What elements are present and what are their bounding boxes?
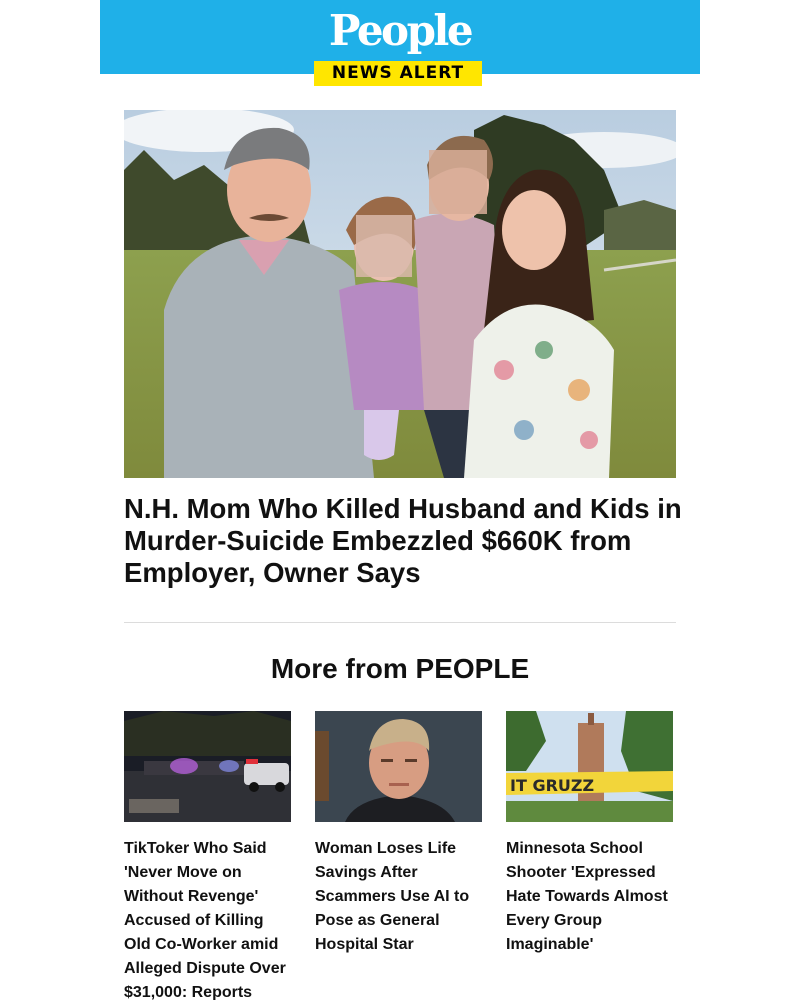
people-logo[interactable]: People [328, 6, 472, 55]
church-crime-tape-icon [506, 711, 673, 822]
section-divider [124, 622, 676, 623]
main-story-image[interactable] [124, 110, 676, 478]
card-title-2[interactable]: Woman Loses Life Savings After Scammers Use AI to Pose as General Hospital Star [315, 840, 470, 953]
news-alert-badge: NEWS ALERT [314, 61, 482, 86]
card-image-3[interactable] [506, 711, 673, 822]
card-title-1[interactable]: TikToker Who Said 'Never Move on Without Revenge' Accused of Killing Old Co-Worker amid Alleged Dispute Over $31,000: Reports [124, 840, 286, 1000]
man-portrait-icon [315, 711, 482, 822]
family-photo-icon [124, 110, 676, 478]
main-story-headline[interactable]: N.H. Mom Who Killed Husband and Kids in Murder-Suicide Embezzled $660K from Employer, Owner Says [124, 493, 682, 588]
card-image-2[interactable] [315, 711, 482, 822]
police-night-scene-icon [124, 711, 291, 822]
more-from-people-heading: More from PEOPLE [270, 653, 530, 684]
card-image-1[interactable] [124, 711, 291, 822]
card-title-3[interactable]: Minnesota School Shooter 'Expressed Hate Towards Almost Every Group Imaginable' [506, 840, 668, 953]
crime-tape-text: IT GRUZZ [510, 776, 595, 795]
